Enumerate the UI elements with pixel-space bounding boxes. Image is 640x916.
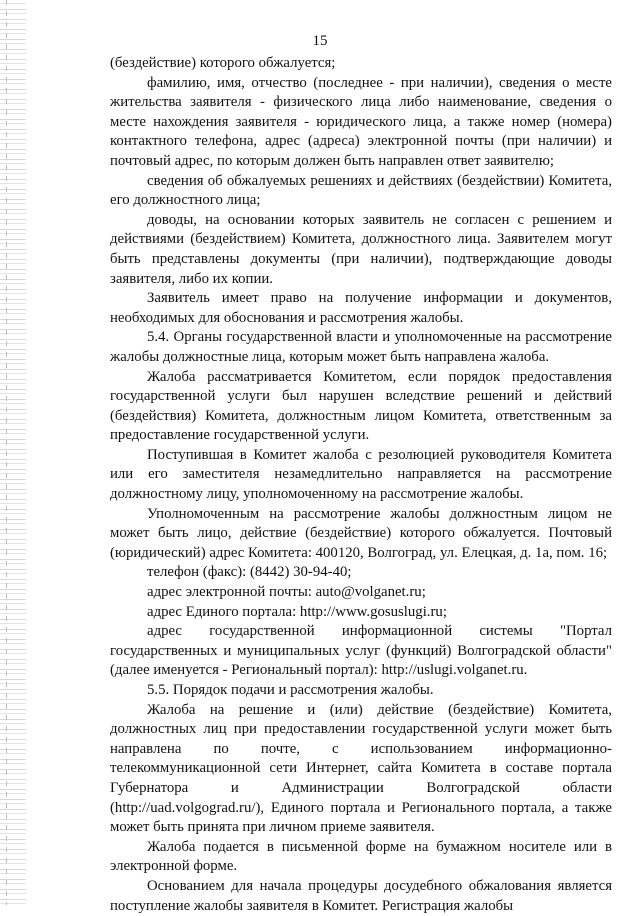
paragraph: Поступившая в Комитет жалоба с резолюцией руководителя Комитета или его заместителя незамедлительно направляется на рассмотрение должностному лицу, уполномоченному на рассмотрение жалобы. <box>110 446 612 503</box>
page-number: 15 <box>312 33 328 49</box>
paragraph: доводы, на основании которых заявитель не согласен с решением и действиями (бездействием) Комитета, должностного лица. Заявителем могут быть представлены документы (при наличии), подтверждающие доводы заявителя, либо их копии. <box>110 211 612 287</box>
binding-edge <box>0 0 26 905</box>
portal-line: адрес Единого портала: http://www.gosuslugi.ru; <box>147 603 447 620</box>
section-heading: 5.5. Порядок подачи и рассмотрения жалобы. <box>147 682 434 698</box>
paragraph: сведения об обжалуемых решениях и действиях (бездействии) Комитета, его должностного лица; <box>110 172 612 209</box>
paragraph: Жалоба подается в письменной форме на бумажном носителе или в электронной форме. <box>110 838 612 875</box>
email-line: адрес электронной почты: auto@volganet.ru; <box>147 584 426 601</box>
paragraph: Уполномоченным на рассмотрение жалобы должностным лицом не может быть лицо, действие (бездействие) которого обжалуется. Почтовый (юридический) адрес Комитета: 400120, Волгоград, ул. Елецкая, д. 1а, пом. 16; <box>110 505 612 561</box>
phone-line: телефон (факс): (8442) 30-94-40; <box>147 564 352 581</box>
paragraph: Основанием для начала процедуры досудебного обжалования является поступление жалобы заявителя в Комитет. Регистрация жалобы <box>110 877 612 914</box>
paragraph: Заявитель имеет право на получение информации и документов, необходимых для обоснования и рассмотрения жалобы. <box>110 290 612 326</box>
paragraph: Жалоба на решение и (или) действие (бездействие) Комитета, должностных лиц при предоставлении государственной услуги может быть направлена по почте, с использованием информационно-телекоммуникационной сети Интернет, сайта Комитета в составе портала Губернатора и Администрации Волгоградской области (http://uad.volgograd.ru/), Единого портала и Регионального портала, а также может быть принята при личном приеме заявителя. <box>110 701 612 836</box>
paragraph: Жалоба рассматривается Комитетом, если порядок предоставления государственной услуги был нарушен вследствие решений и действий (бездействия) Комитета, должностным лицом Комитета, ответственным за предоставление государственной услуги. <box>110 368 612 444</box>
paragraph: адрес государственной информационной системы "Портал государственных и муниципальных услуг (функций) Волгоградской области" (далее именуется - Региональный портал): http://uslugi.volganet.ru. <box>110 623 612 679</box>
paragraph: (бездействие) которого обжалуется; <box>110 55 336 71</box>
paragraph: фамилию, имя, отчество (последнее - при наличии), сведения о месте жительства заявителя - физического лица либо наименование, сведения о месте нахождения заявителя - юридического лица, а также номер (номера) контактного телефона, адрес (адреса) электронной почты (при наличии) и почтовый адрес, по которым должен быть направлен ответ заявителю; <box>110 74 612 169</box>
document-body <box>110 54 612 916</box>
section-heading: 5.4. Органы государственной власти и уполномоченные на рассмотрение жалобы должностные лица, которым может быть направлена жалоба. <box>110 329 612 365</box>
